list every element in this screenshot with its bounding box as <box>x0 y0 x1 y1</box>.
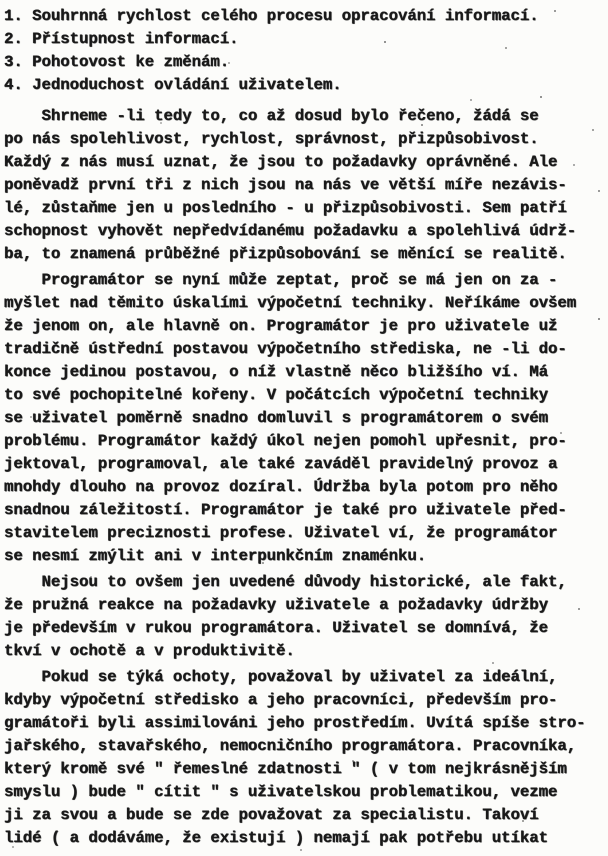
list-item-2: 2. Přístupnost informací. <box>4 30 239 48</box>
text-line: že pružná reakce na požadavky uživatele a požadavky údržby <box>4 596 549 614</box>
text-line: myšlet nad těmito úskalími výpočetní techniky. Neříkáme ovšem <box>4 294 577 312</box>
text-line: snadnou záležitostí. Programátor je také pro uživatele před- <box>4 501 567 519</box>
text-line: který kromě své " řemeslné zdatnosti " ( v tom nejkrásnějším <box>4 760 567 778</box>
text-line: problému. Programátor každý úkol nejen pomohl upřesnit, pro- <box>4 432 567 450</box>
text-line: ba, to znamená průběžné přizpůsobování se měnící se realitě. <box>4 245 567 263</box>
text-line: že jenom on, ale hlavně on. Programátor je pro uživatele už <box>4 317 558 335</box>
text-line: se uživatel poměrně snadno domluvil s programátorem o svém <box>4 409 549 427</box>
scan-noise <box>0 0 2 2</box>
paragraph-3 <box>4 571 608 663</box>
paragraph-4 <box>4 666 608 850</box>
paragraph-1 <box>4 105 608 266</box>
text-line: kdyby výpočetní středisko a jeho pracovníci, především pro- <box>4 691 558 709</box>
text-line: gramátoři byli assimilováni jeho prostředím. Uvítá spíše stro- <box>4 714 586 732</box>
text-line: to své pochopitelné kořeny. V počátcích výpočetní techniky <box>4 386 549 404</box>
text-line: poněvadž první tři z nich jsou na nás ve větší míře nezávis- <box>4 176 567 194</box>
text-line: lé, zůstaňme jen u posledního - u přizpůsobivosti. Sem patří <box>4 199 567 217</box>
text-line: smyslu ) bude " cítit " s uživatelskou problematikou, vezme <box>4 783 558 801</box>
list-item-1: 1. Souhrnná rychlost celého procesu opracování informací. <box>4 7 539 25</box>
text-line: jařského, stavařského, nemocničního programátora. Pracovníka, <box>4 737 577 755</box>
text-line: ji za svou a bude se zde považovat za specialistu. Takoví <box>4 806 539 824</box>
text-line: lidé ( a dodáváme, že existují ) nemají pak potřebu utíkat <box>4 829 549 847</box>
text-line: je především v rukou programátora. Uživatel se domnívá, že <box>4 619 549 637</box>
text-line: po nás spolehlivost, rychlost, správnost, přizpůsobivost. <box>4 130 539 148</box>
list-item-4: 4. Jednoduchost ovládání uživatelem. <box>4 76 342 94</box>
text-line: Každý z nás musí uznat, že jsou to požadavky oprávněné. Ale <box>4 153 558 171</box>
list-item-3: 3. Pohotovost ke změnám. <box>4 53 230 71</box>
text-line: mnohdy dlouho na provoz dozíral. Údržba byla potom pro něho <box>4 478 558 496</box>
text-line: Programátor se nyní může zeptat, proč se má jen on za - <box>4 271 558 289</box>
text-line: konce jedinou postavou, o níž vlastně něco bližšího ví. Má <box>4 363 549 381</box>
text-line: Shrneme -li tedy to, co až dosud bylo řečeno, žádá se <box>4 107 539 125</box>
numbered-list <box>4 5 608 97</box>
text-line: stavitelem preciznosti profese. Uživatel ví, že programátor <box>4 524 558 542</box>
text-line: schopnost vyhovět nepředvídanému požadavku a spolehlivá údrž- <box>4 222 577 240</box>
text-line: tkví v ochotě a v produktivitě. <box>4 642 295 660</box>
paragraph-2 <box>4 269 608 568</box>
text-line: tradičně ústřední postavou výpočetního střediska, ne -li do- <box>4 340 567 358</box>
text-line: jektoval, programoval, ale také zaváděl pravidelný provoz a <box>4 455 558 473</box>
text-line: se nesmí zmýlit ani v interpunkčním znaménku. <box>4 547 427 565</box>
text-line: Pokud se týká ochoty, považoval by uživatel za ideální, <box>4 668 558 686</box>
text-line: Nejsou to ovšem jen uvedené důvody historické, ale fakt, <box>4 573 567 591</box>
